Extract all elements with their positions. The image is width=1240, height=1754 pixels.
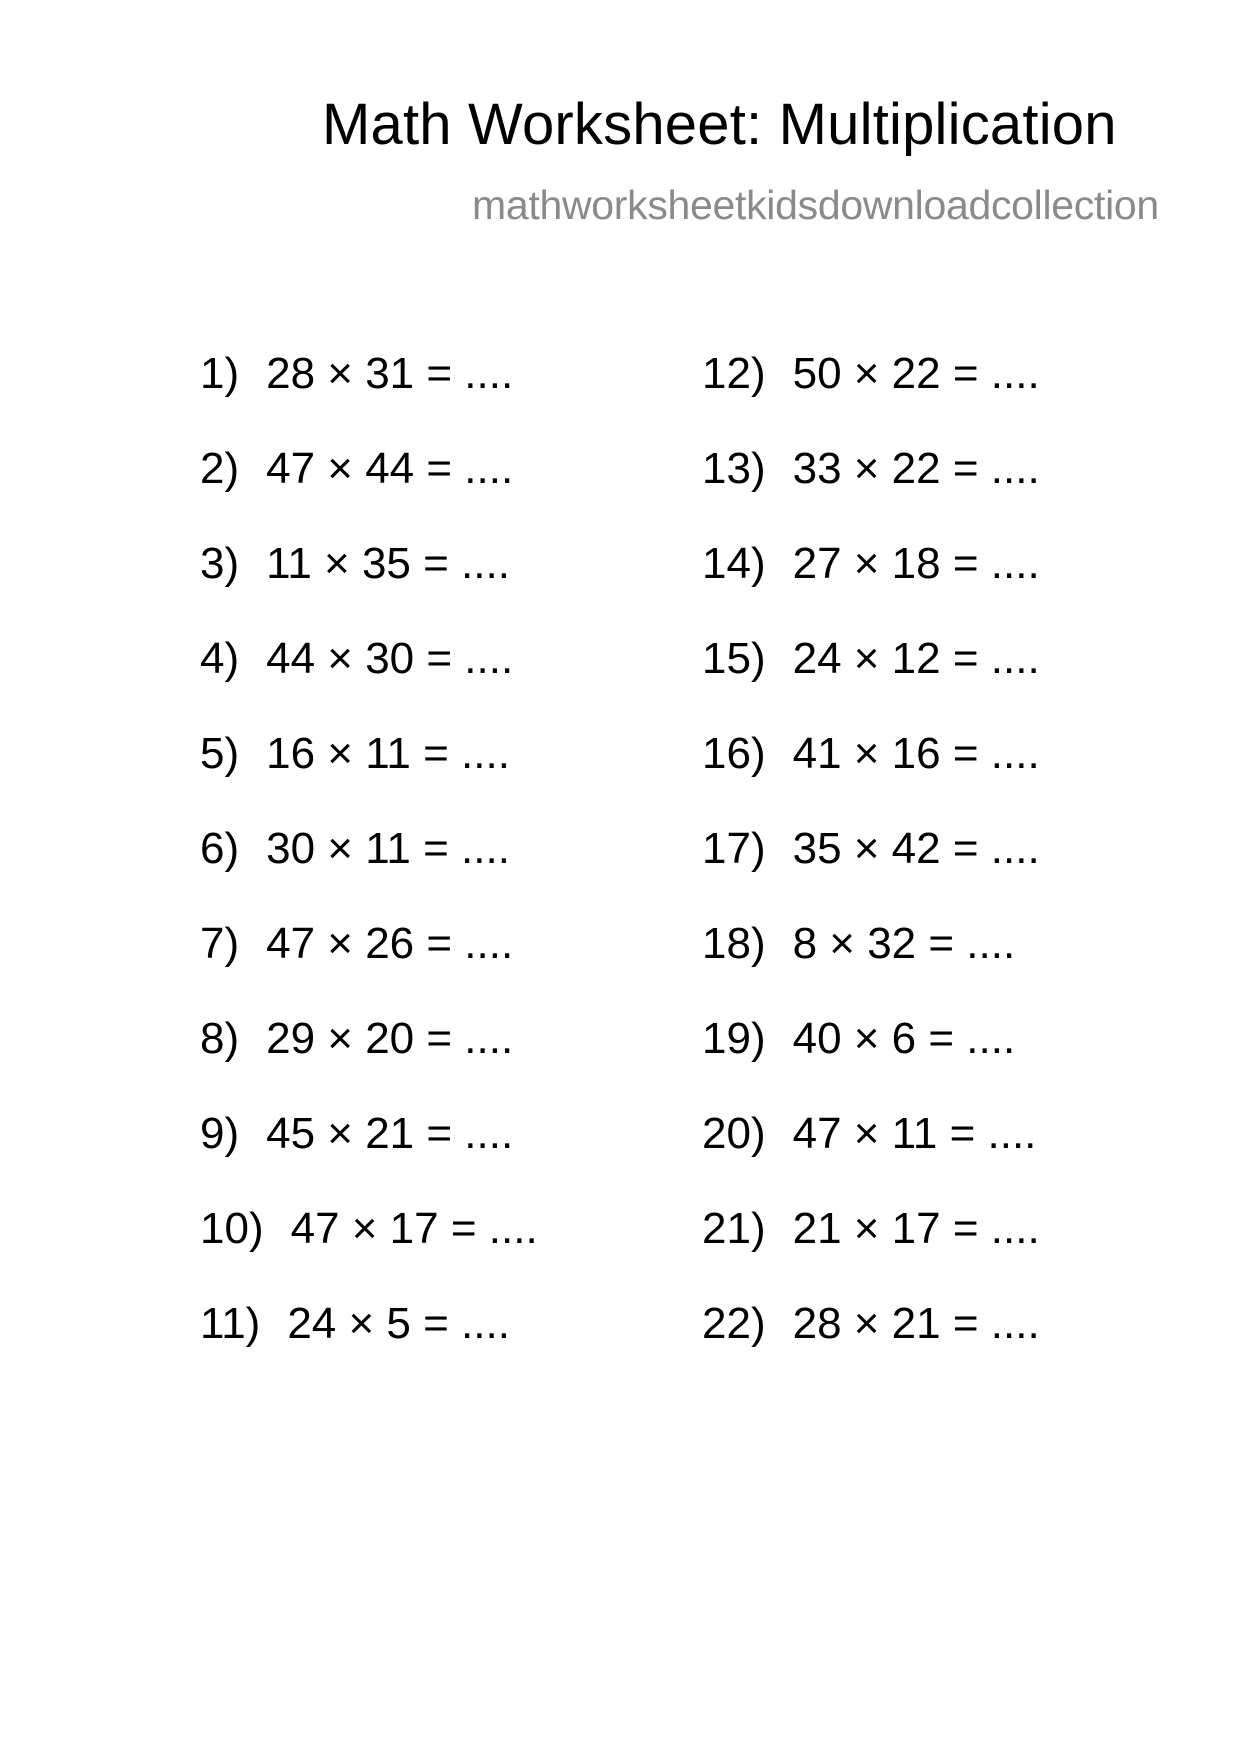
problem-item bbox=[200, 444, 538, 542]
problem-item bbox=[200, 349, 538, 447]
problem-item bbox=[702, 919, 1040, 1017]
problem-expression: 28 × 31 = .... bbox=[266, 349, 514, 398]
problem-item bbox=[702, 634, 1040, 732]
problem-number: 11) bbox=[200, 1299, 261, 1348]
problem-number: 22) bbox=[702, 1299, 766, 1348]
problem-item bbox=[702, 729, 1040, 827]
problem-number: 13) bbox=[702, 444, 766, 493]
problem-item bbox=[200, 634, 538, 732]
problem-number: 19) bbox=[702, 1014, 766, 1063]
problem-item bbox=[200, 1014, 538, 1112]
problem-expression: 27 × 18 = .... bbox=[792, 539, 1040, 588]
problem-number: 18) bbox=[702, 919, 766, 968]
problem-item bbox=[702, 539, 1040, 637]
problem-expression: 40 × 6 = .... bbox=[792, 1014, 1016, 1063]
problem-expression: 28 × 21 = .... bbox=[792, 1299, 1040, 1348]
problem-item bbox=[702, 824, 1040, 922]
problem-column-left bbox=[200, 349, 538, 1397]
problem-column-right bbox=[702, 349, 1040, 1397]
problem-expression: 45 × 21 = .... bbox=[266, 1109, 514, 1158]
problem-number: 1) bbox=[200, 349, 240, 398]
problem-number: 4) bbox=[200, 634, 240, 683]
problem-expression: 47 × 26 = .... bbox=[266, 919, 514, 968]
problem-expression: 16 × 11 = .... bbox=[266, 729, 510, 778]
page-title: Math Worksheet: Multiplication bbox=[322, 92, 1117, 157]
problem-expression: 30 × 11 = .... bbox=[266, 824, 510, 873]
problem-number: 3) bbox=[200, 539, 240, 588]
problem-number: 21) bbox=[702, 1204, 766, 1253]
problem-number: 20) bbox=[702, 1109, 766, 1158]
problem-item bbox=[702, 349, 1040, 447]
problem-item bbox=[702, 444, 1040, 542]
problem-expression: 47 × 11 = .... bbox=[792, 1109, 1037, 1158]
problem-number: 7) bbox=[200, 919, 240, 968]
problem-item bbox=[702, 1109, 1040, 1207]
problem-expression: 24 × 12 = .... bbox=[792, 634, 1040, 683]
problem-expression: 41 × 16 = .... bbox=[792, 729, 1040, 778]
problem-item bbox=[200, 1299, 538, 1397]
problem-expression: 8 × 32 = .... bbox=[792, 919, 1016, 968]
problem-expression: 44 × 30 = .... bbox=[266, 634, 514, 683]
problem-item bbox=[200, 539, 538, 637]
problem-expression: 47 × 44 = .... bbox=[266, 444, 514, 493]
problem-item bbox=[200, 824, 538, 922]
problem-number: 14) bbox=[702, 539, 766, 588]
problem-item bbox=[200, 919, 538, 1017]
problem-item bbox=[200, 1109, 538, 1207]
problem-item bbox=[702, 1204, 1040, 1302]
problem-item bbox=[702, 1014, 1040, 1112]
problem-number: 15) bbox=[702, 634, 766, 683]
problem-number: 9) bbox=[200, 1109, 240, 1158]
problem-expression: 47 × 17 = .... bbox=[290, 1204, 538, 1253]
problem-expression: 50 × 22 = .... bbox=[792, 349, 1040, 398]
problem-number: 5) bbox=[200, 729, 240, 778]
problem-number: 8) bbox=[200, 1014, 240, 1063]
problem-expression: 21 × 17 = .... bbox=[792, 1204, 1040, 1253]
problem-expression: 33 × 22 = .... bbox=[792, 444, 1040, 493]
problem-expression: 35 × 42 = .... bbox=[792, 824, 1040, 873]
problem-expression: 29 × 20 = .... bbox=[266, 1014, 514, 1063]
problem-number: 2) bbox=[200, 444, 240, 493]
problem-item bbox=[200, 729, 538, 827]
problem-expression: 11 × 35 = .... bbox=[266, 539, 510, 588]
problem-item bbox=[200, 1204, 538, 1302]
problem-expression: 24 × 5 = .... bbox=[287, 1299, 510, 1348]
problem-item bbox=[702, 1299, 1040, 1397]
problem-number: 12) bbox=[702, 349, 766, 398]
problem-number: 6) bbox=[200, 824, 240, 873]
problem-number: 16) bbox=[702, 729, 766, 778]
problem-number: 17) bbox=[702, 824, 766, 873]
page-subtitle: mathworksheetkidsdownloadcollection bbox=[472, 182, 1159, 228]
problem-number: 10) bbox=[200, 1204, 264, 1253]
